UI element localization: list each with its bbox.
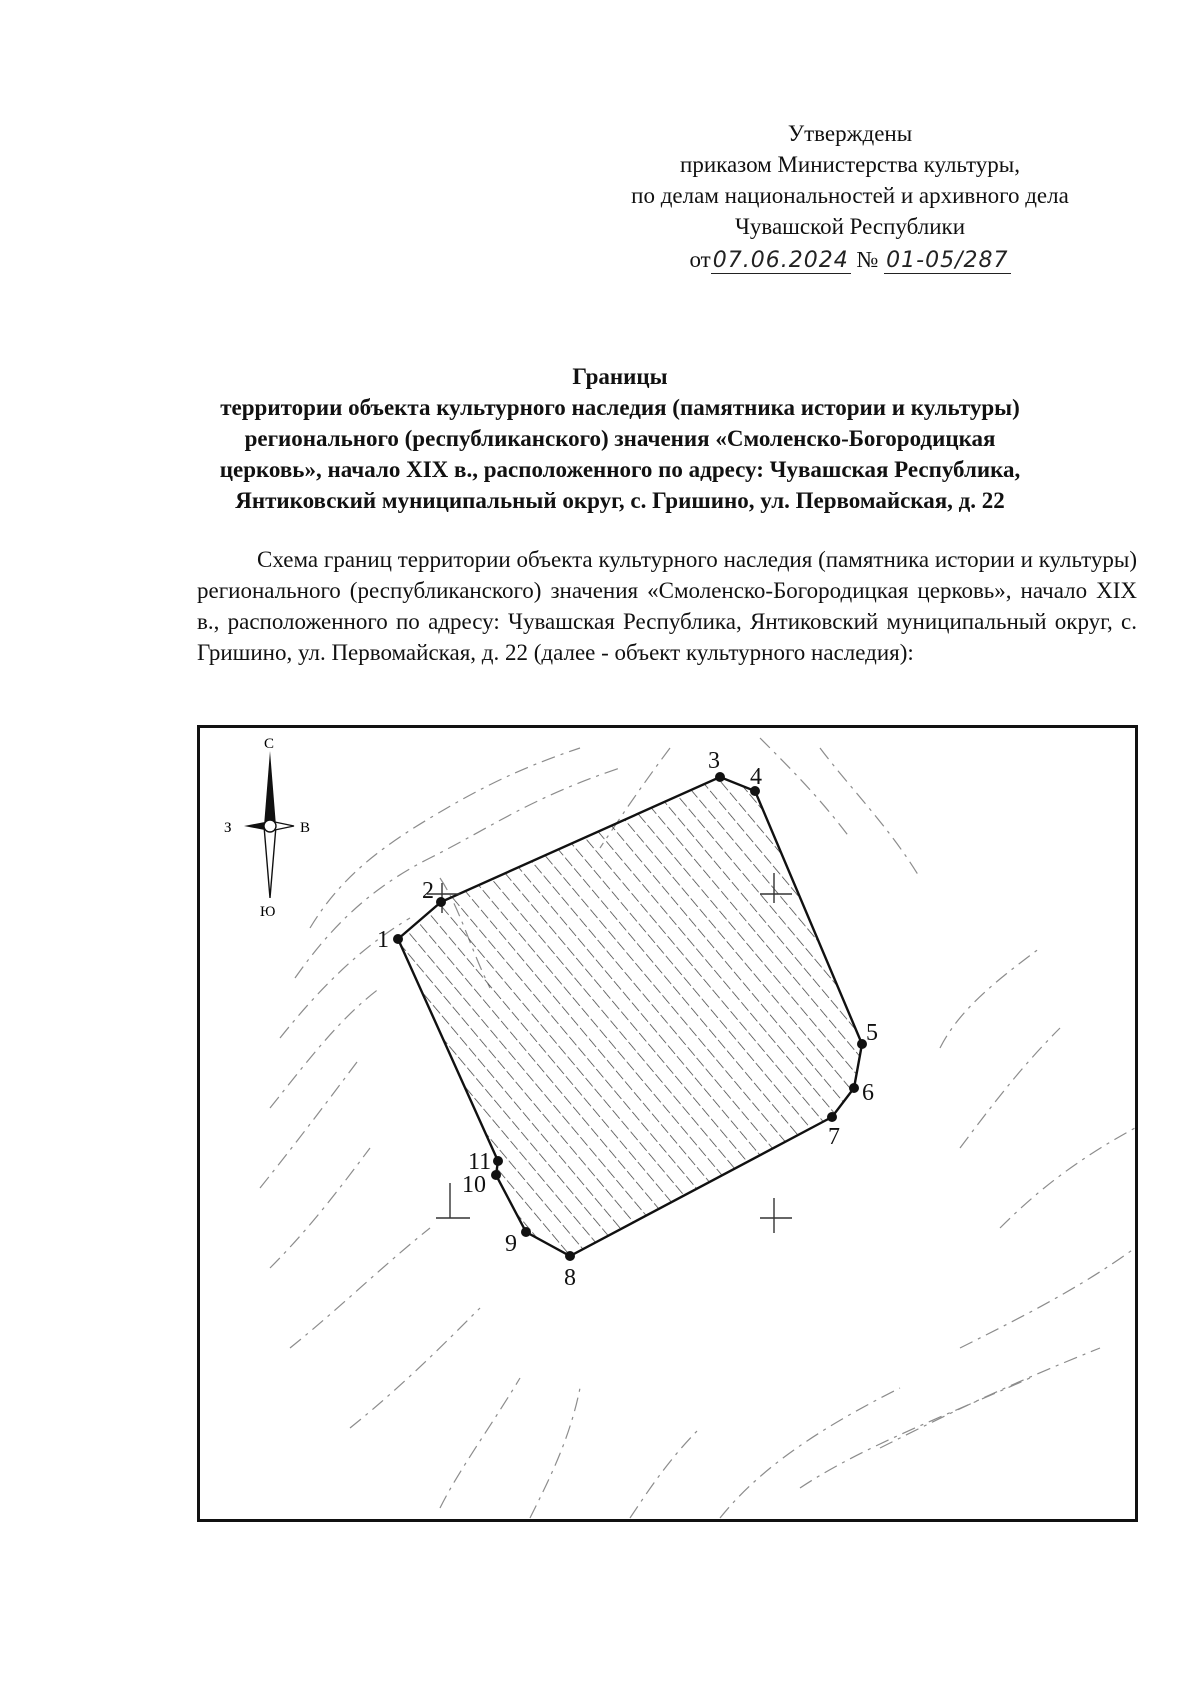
map-svg	[200, 728, 1138, 1522]
approval-republic-line: Чувашской Республики	[734, 214, 966, 239]
title-line-3: регионального (республиканского) значения «Смоленско-Богородицкая	[244, 426, 996, 451]
compass-needle-south	[264, 826, 276, 898]
approval-date-number-row	[560, 244, 1140, 276]
order-date: 07.06.2024	[712, 248, 849, 273]
compass-rose	[224, 736, 310, 920]
compass-west-label: З	[224, 820, 232, 836]
point-label-3: 3	[708, 748, 720, 774]
compass-needle-north	[264, 751, 276, 826]
compass-east-label: В	[300, 820, 311, 836]
approval-ministry-line: по делам национальностей и архивного дела	[631, 183, 1069, 208]
title-line-5: Янтиковский муниципальный округ, с. Гришино, ул. Первомайская, д. 22	[235, 488, 1005, 513]
point-label-6: 6	[862, 1080, 874, 1106]
point-label-7: 7	[828, 1124, 840, 1150]
point-label-9: 9	[505, 1231, 517, 1257]
point-label-11: 11	[468, 1149, 492, 1175]
title-line-4: церковь», начало XIX в., расположенного по адресу: Чувашская Республика,	[219, 457, 1021, 482]
scheme-description: Схема границ территории объекта культурного наследия (памятника истории и культуры) регионального (республиканского) значения «Смоленско-Богородицкая церковь», начало XIX в., расположенного по адресу: Чувашская Республика, Янтиковский муниципальный округ, с. Гришино, ул. Первомайская, д. 22 (далее - объект культурного наследия):	[197, 547, 1137, 665]
compass-north-label: С	[264, 736, 275, 752]
point-label-2: 2	[422, 878, 434, 904]
boundary-point	[491, 1170, 501, 1180]
approval-heading: Утверждены	[787, 121, 913, 146]
point-label-4: 4	[750, 764, 762, 790]
boundary-point	[827, 1112, 837, 1122]
boundary-map	[197, 725, 1138, 1522]
boundary-point	[436, 897, 446, 907]
date-prefix: от	[689, 247, 711, 272]
approval-order-line: приказом Министерства культуры,	[680, 152, 1020, 177]
point-label-8: 8	[564, 1265, 576, 1291]
boundary-point	[493, 1156, 503, 1166]
boundary-point	[393, 934, 403, 944]
title-line-2: территории объекта культурного наследия (памятника истории и культуры)	[220, 395, 1020, 420]
compass-south-label: Ю	[260, 904, 276, 920]
point-label-5: 5	[866, 1020, 878, 1046]
point-label-10: 10	[462, 1172, 486, 1198]
approval-block	[560, 118, 1140, 276]
point-label-1: 1	[377, 927, 389, 953]
order-number: 01-05/287	[886, 248, 1009, 273]
boundary-point	[565, 1251, 575, 1261]
title-line-1: Границы	[572, 364, 668, 389]
boundary-point	[849, 1083, 859, 1093]
number-prefix: №	[856, 247, 879, 272]
document-title	[120, 361, 1120, 516]
boundary-point	[521, 1227, 531, 1237]
